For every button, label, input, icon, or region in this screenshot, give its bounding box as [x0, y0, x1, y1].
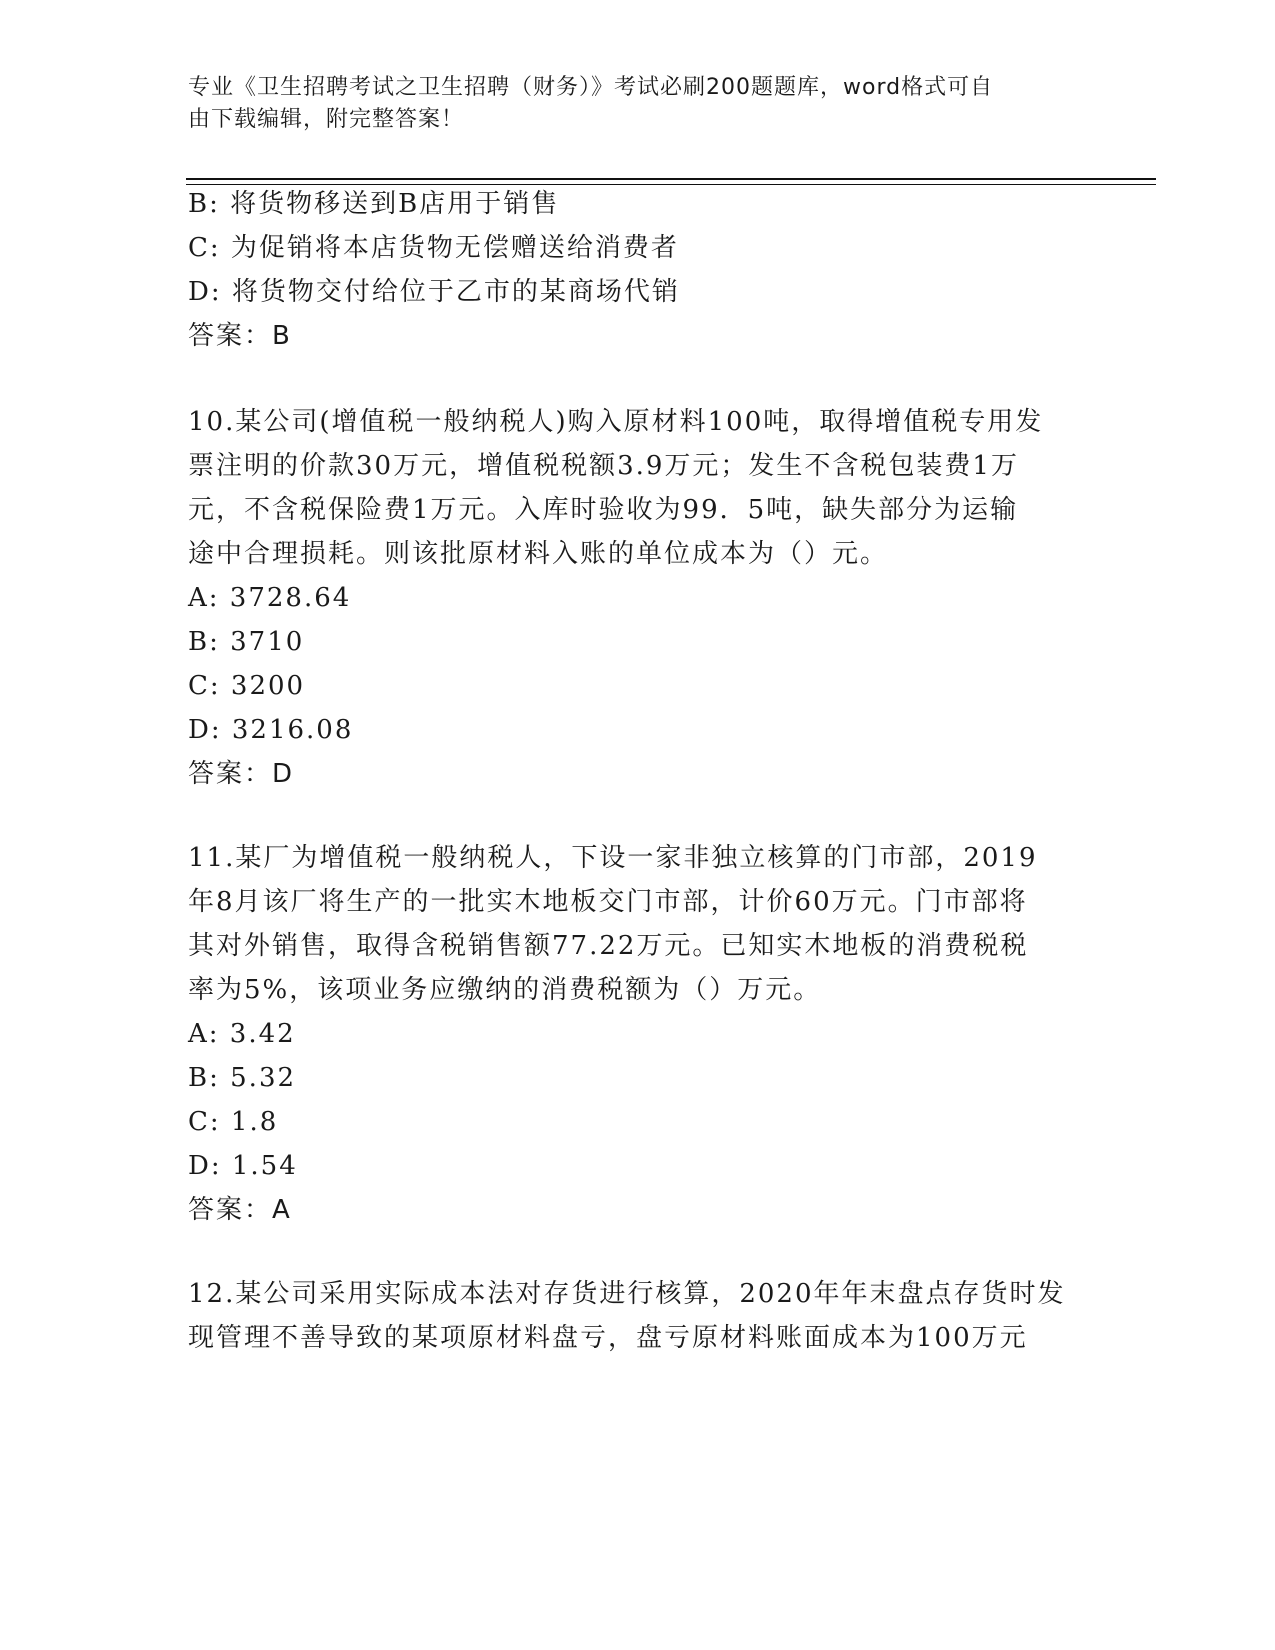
- q10-option-b: B: 3710: [188, 627, 305, 657]
- q10-option-d: D: 3216.08: [188, 715, 354, 745]
- header-line-1: 专业《卫生招聘考试之卫生招聘（财务）》考试必刷200题题库，word格式可自: [188, 75, 994, 100]
- q10-line-4: 途中合理损耗。则该批原材料入账的单位成本为（）元。: [188, 539, 889, 569]
- q11-line-2: 年8月该厂将生产的一批实木地板交门市部，计价60万元。门市部将: [188, 887, 1028, 917]
- prev-option-c: C: 为促销将本店货物无偿赠送给消费者: [188, 233, 679, 263]
- q11-line-1: 11.某厂为增值税一般纳税人，下设一家非独立核算的门市部，2019: [188, 843, 1038, 873]
- q10-answer: 答案：D: [188, 759, 295, 789]
- prev-option-d: D: 将货物交付给位于乙市的某商场代销: [188, 277, 680, 307]
- q11-line-4: 率为5%，该项业务应缴纳的消费税额为（）万元。: [188, 975, 822, 1005]
- header-rule-thick: [186, 178, 1156, 180]
- q10-line-1: 10.某公司(增值税一般纳税人)购入原材料100吨，取得增值税专用发: [188, 407, 1044, 437]
- q10-line-3: 元，不含税保险费1万元。入库时验收为99．5吨，缺失部分为运输: [188, 495, 1019, 525]
- q10-option-c: C: 3200: [188, 671, 306, 701]
- q11-answer: 答案：A: [188, 1195, 292, 1225]
- q12-line-2: 现管理不善导致的某项原材料盘亏，盘亏原材料账面成本为100万元: [188, 1323, 1028, 1353]
- prev-option-b: B: 将货物移送到B店用于销售: [188, 189, 560, 219]
- prev-answer: 答案：B: [188, 321, 292, 351]
- q10-option-a: A: 3728.64: [188, 583, 352, 613]
- q11-option-d: D: 1.54: [188, 1151, 298, 1181]
- q10-line-2: 票注明的价款30万元，增值税税额3.9万元；发生不含税包装费1万: [188, 451, 1019, 481]
- q11-option-a: A: 3.42: [188, 1019, 296, 1049]
- q11-line-3: 其对外销售，取得含税销售额77.22万元。已知实木地板的消费税税: [188, 931, 1029, 961]
- q11-option-b: B: 5.32: [188, 1063, 297, 1093]
- document-header: [188, 72, 1068, 136]
- q12-line-1: 12.某公司采用实际成本法对存货进行核算，2020年年末盘点存货时发: [188, 1279, 1066, 1309]
- q11-option-c: C: 1.8: [188, 1107, 279, 1137]
- header-line-2: 由下载编辑，附完整答案！: [188, 107, 465, 132]
